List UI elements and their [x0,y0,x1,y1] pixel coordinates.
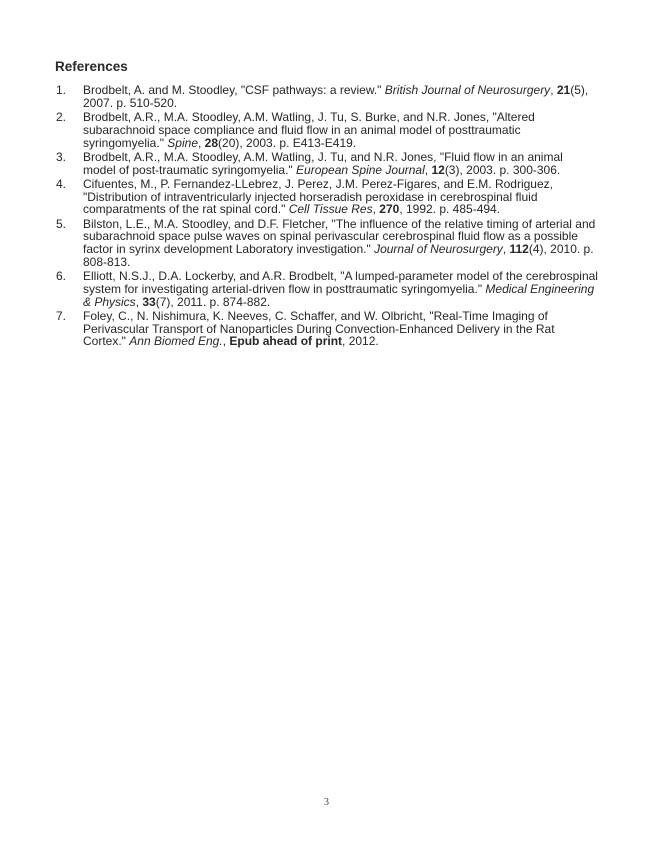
reference-volume: 21 [556,83,571,97]
reference-volume: 270 [379,202,400,217]
reference-segment: , [222,334,230,349]
reference-number: 3. [56,149,67,164]
reference-text [83,270,598,308]
reference-journal: European Spine Journal [296,162,425,177]
reference-number: 2. [56,109,67,124]
reference-text [83,218,598,269]
reference-list [56,84,601,350]
reference-item [56,151,601,177]
reference-volume: 33 [142,294,156,309]
reference-text [83,84,598,110]
reference-segment: , [135,294,143,309]
reference-journal: Ann Biomed Eng. [129,334,223,349]
reference-item [56,310,601,348]
reference-segment: Bilston, L.E., M.A. Stoodley, and D.F. Fletcher, "The influence of the relative timing of arterial and subarachnoid space pulse waves on spinal perivascular cerebrospinal fluid flow as a possible factor in syrinx development Laboratory investigation." [83,216,596,257]
reference-journal: Cell Tissue Res [288,202,373,217]
reference-item [56,270,601,308]
reference-text [83,111,598,149]
reference-volume: 12 [431,162,445,177]
reference-number: 5. [56,216,67,231]
references-heading: References [55,59,128,74]
reference-segment: Cifuentes, M., P. Fernandez-LLebrez, J. Perez, J.M. Perez-Figares, and E.M. Rodriguez, "Distribution of intraventricularly injected horseradish peroxidase in cerebrospinal fluid comparatments of the rat spinal cord." [83,176,553,217]
reference-segment: , 1992. p. 485-494. [399,202,501,217]
reference-segment: , [198,135,205,150]
reference-segment: , 2012. [342,334,379,349]
reference-item [56,111,601,149]
reference-volume: 28 [204,135,219,150]
reference-number: 4. [56,176,67,191]
reference-text [83,178,598,216]
reference-number: 6. [56,269,67,284]
reference-item [56,218,601,269]
reference-text [83,151,598,177]
reference-segment: (20), 2003. p. E413-E419. [218,135,357,150]
reference-segment: , [550,83,557,97]
page-number: 3 [324,797,329,808]
reference-segment: Elliott, N.S.J., D.A. Lockerby, and A.R. Brodbelt, "A lumped-parameter model of the cerebrospinal system for investigating arterial-driven flow in posttraumatic syringomyelia." [83,269,598,296]
reference-segment: Foley, C., N. Nishimura, K. Neeves, C. Schaffer, and W. Olbricht, "Real-Time Imaging of Perivascular Transport of Nanoparticles During Convection-Enhanced Delivery in the Rat Cortex." [83,308,555,349]
reference-item [56,84,601,110]
reference-journal: Journal of Neurosurgery [374,242,503,257]
reference-volume: 112 [509,242,529,257]
reference-item [56,178,601,216]
reference-segment: Brodbelt, A.R., M.A. Stoodley, A.M. Watling, J. Tu, S. Burke, and N.R. Jones, "Altered subarachnoid space compliance and fluid flow in an animal model of posttraumatic syringomyelia." [83,109,535,150]
reference-number: 1. [56,83,67,97]
reference-journal: Spine [167,135,198,150]
reference-segment: Brodbelt, A. and M. Stoodley, "CSF pathways: a review." [83,83,385,97]
reference-segment: , [372,202,380,217]
reference-segment: , [424,162,432,177]
reference-journal: Medical Engineering & Physics [83,281,595,309]
reference-segment: , [502,242,510,257]
reference-text [83,310,598,348]
reference-journal: British Journal of Neurosurgery [384,83,551,97]
reference-segment: Brodbelt, A.R., M.A. Stoodley, A.M. Watling, J. Tu, and N.R. Jones, "Fluid flow in an animal model of post-traumatic syringomyelia." [83,149,563,177]
reference-segment: (4), 2010. p. 808-813. [83,242,594,269]
reference-volume: Epub ahead of print [229,334,343,349]
reference-segment: (3), 2003. p. 300-306. [444,162,561,177]
reference-segment: (7), 2011. p. 874-882. [155,294,271,309]
reference-segment: (5), 2007. p. 510-520. [83,83,589,110]
reference-number: 7. [56,308,67,323]
